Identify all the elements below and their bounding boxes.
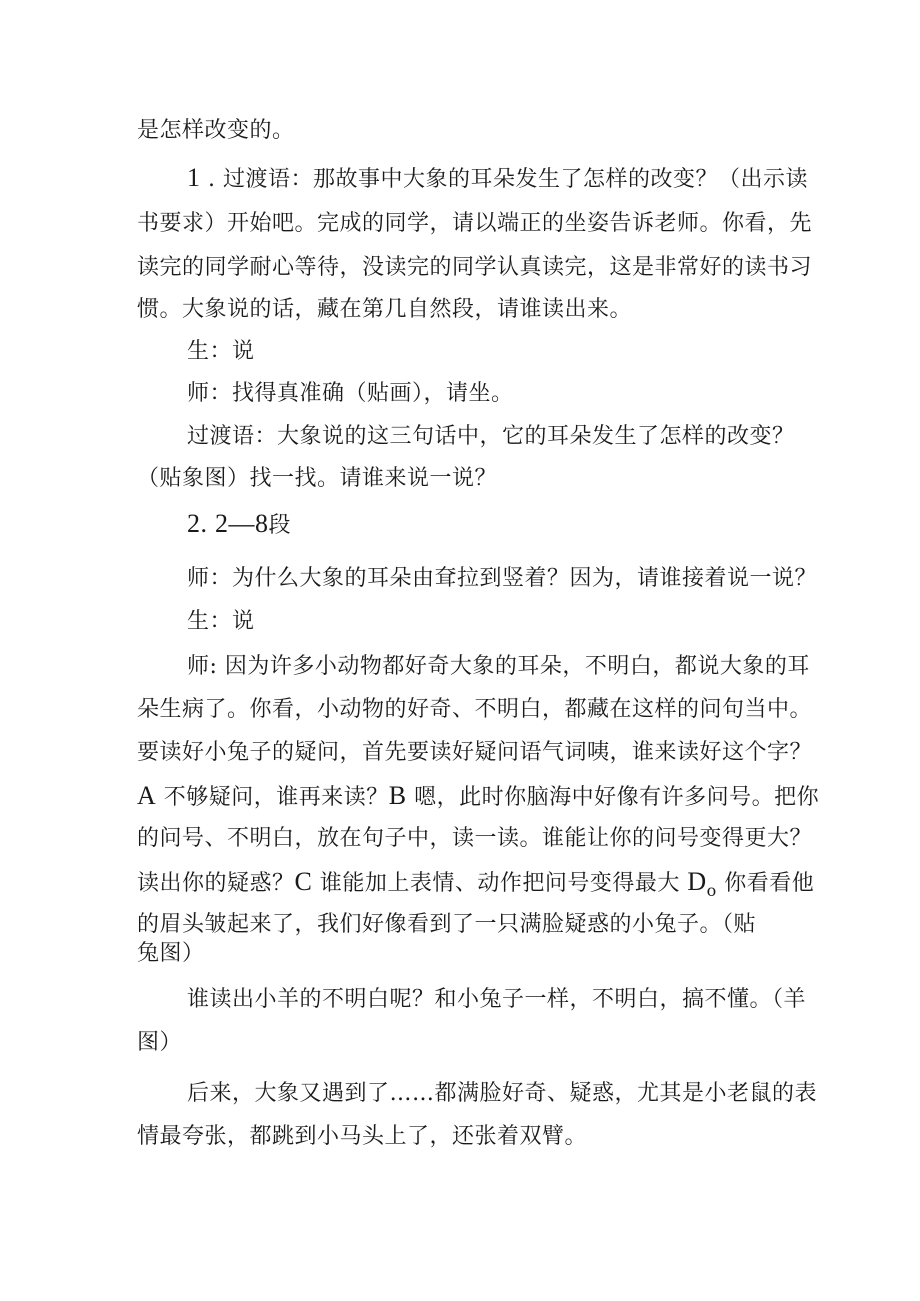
paragraph-line: A 不够疑问，谁再来读？B 嗯，此时你脑海中好像有许多问号。把你 — [137, 781, 820, 810]
paragraph-line: 惯。大象说的话，藏在第几自然段，请谁读出来。 — [137, 297, 633, 322]
paragraph-line: 朵生病了。你看，小动物的好奇、不明白，都藏在这样的问句当中。 — [137, 697, 813, 722]
list-number: 2. — [187, 509, 208, 538]
paragraph-line: 生：说 — [187, 609, 255, 634]
paragraph-line: 的问号、不明白，放在句子中，读一读。谁能让你的问号变得更大？ — [137, 826, 813, 851]
paragraph-line: 谁读出小羊的不明白呢？和小兔子一样，不明白，搞不懂。（羊 — [187, 987, 807, 1012]
list-number: 1 — [187, 163, 201, 192]
paragraph-line: 是怎样改变的。 — [137, 118, 295, 143]
paragraph-line: 读出你的疑惑？C 谁能加上表情、动作把问号变得最大 $D_o$ 你看看他 — [137, 867, 815, 900]
paragraph-line: 师: 因为许多小动物都好奇大象的耳朵，不明白，都说大象的耳 — [187, 654, 810, 679]
option-marker: B — [388, 781, 407, 810]
paragraph-line: 的眉头皱起来了，我们好像看到了一只满脸疑惑的小兔子。（贴 — [137, 912, 757, 937]
paragraph-line: 情最夸张，都跳到小马头上了，还张着双臂。 — [137, 1124, 588, 1149]
option-marker: C — [294, 867, 313, 896]
option-marker: A — [137, 781, 157, 810]
section-heading: 2. 2—8段 — [187, 509, 292, 538]
paragraph-line: 师：找得真准确（贴画），请坐。 — [187, 381, 514, 406]
paragraph-line: （贴象图）找一找。请谁来说一说？ — [137, 466, 498, 491]
paragraph-line: 兔图） — [137, 941, 205, 966]
paragraph-line: 过渡语：大象说的这三句话中，它的耳朵发生了怎样的改变？ — [187, 424, 795, 449]
paragraph-line: 后来，大象又遇到了……都满脸好奇、疑惑，尤其是小老鼠的表 — [187, 1081, 818, 1106]
option-marker: D — [687, 867, 707, 896]
paragraph-line: 要读好小兔子的疑问，首先要读好疑问语气词咦，谁来读好这个字？ — [137, 740, 813, 765]
paragraph-line: 读完的同学耐心等待，没读完的同学认真读完，这是非常好的读书习 — [137, 255, 813, 280]
paragraph-line: 1 . 过渡语：那故事中大象的耳朵发生了怎样的改变？（出示读 — [187, 163, 808, 192]
paragraph-line: 书要求）开始吧。完成的同学，请以端正的坐姿告诉老师。你看，先 — [137, 211, 813, 236]
paragraph-line: 师：为什么大象的耳朵由耷拉到竖着？因为，请谁接着说一说？ — [187, 566, 818, 591]
paragraph-line: 图） — [137, 1030, 183, 1055]
paragraph-line: 生：说 — [187, 339, 255, 364]
